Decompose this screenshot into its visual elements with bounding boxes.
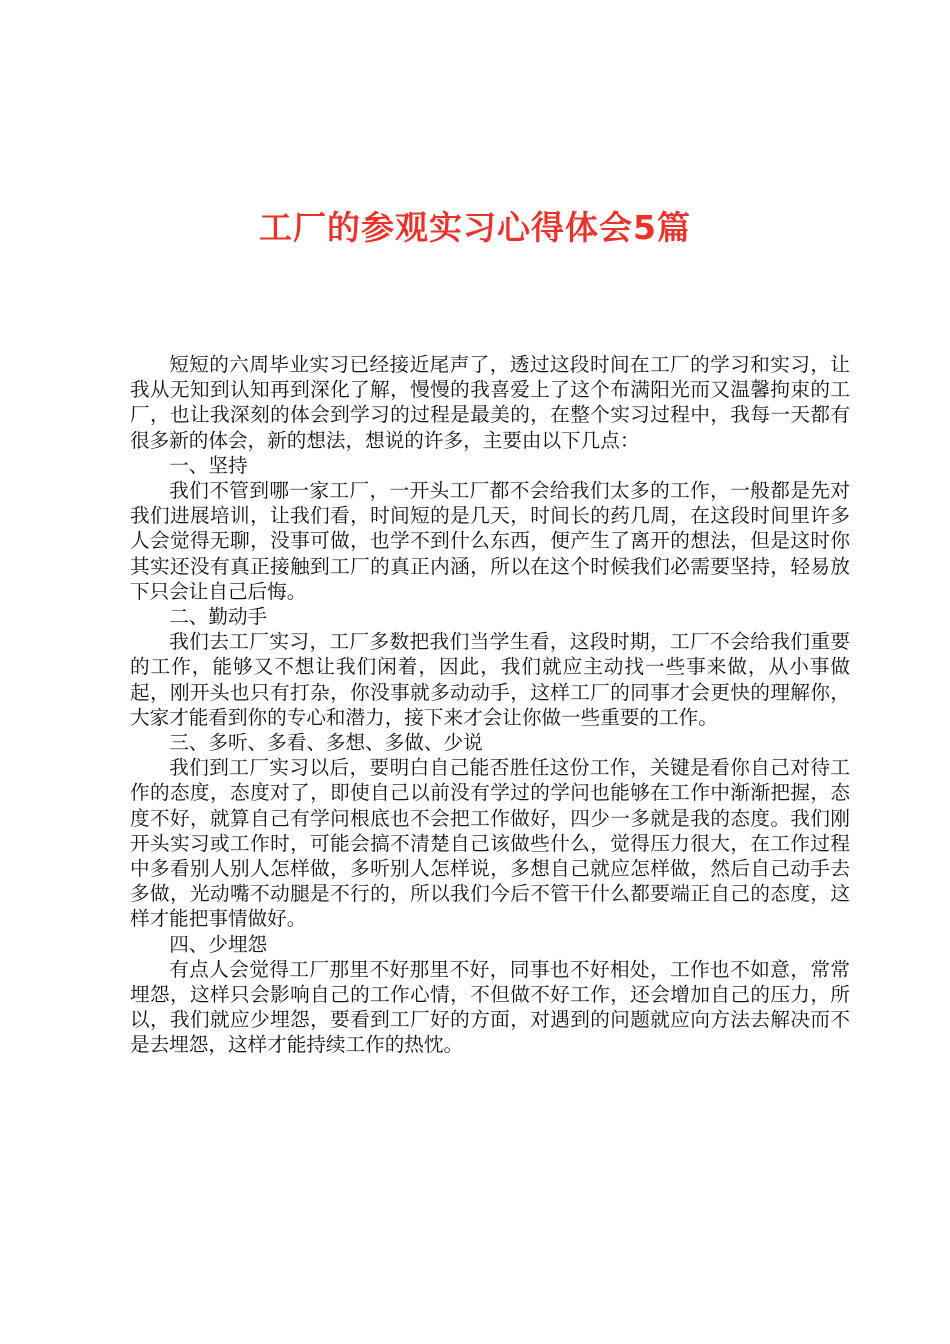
section-heading-2: 二、勤动手 <box>169 605 268 629</box>
intro-paragraph: 短短的六周毕业实习已经接近尾声了，透过这段时间在工厂的学习和实习，让我从无知到认知再到深化了解，慢慢的我喜爱上了这个布满阳光而又温馨拘束的工厂，也让我深刻的体会到学习的过程是最美的，在整个实习过程中，我每一天都有很多新的体会，新的想法，想说的许多，主要由以下几点： <box>130 353 850 452</box>
section-body-4: 有点人会觉得工厂那里不好那里不好，同事也不好相处，工作也不如意，常常埋怨，这样只会影响自己的工作心情，不但做不好工作，还会增加自己的压力，所以，我们就应少埋怨，要看到工厂好的方面，对遇到的问题就应向方法去解决而不是去埋怨，这样才能持续工作的热忱。 <box>130 957 850 1057</box>
section-heading-3: 三、多听、多看、多想、多做、少说 <box>169 731 483 755</box>
section-heading-1: 一、坚持 <box>169 453 248 477</box>
section-body-3: 我们到工厂实习以后，要明白自己能否胜任这份工作，关键是看你自己对待工作的态度，态度对了，即使自己以前没有学过的学问也能够在工作中渐渐把握，态度不好，就算自己有学问根底也不会把工作做好，四少一多就是我的态度。我们刚开头实习或工作时，可能会搞不清楚自己该做些什么，觉得压力很大，在工作过程中多看别人别人怎样做，多听别人怎样说，多想自己就应怎样做，然后自己动手去多做，光动嘴不动腿是不行的，所以我们今后不管干什么都要端正自己的态度，这样才能把事情做好。 <box>130 756 850 931</box>
document-body <box>130 352 850 1058</box>
section-body-1: 我们不管到哪一家工厂，一开头工厂都不会给我们太多的工作，一般都是先对我们进展培训，让我们看，时间短的是几天，时间长的药几周，在这段时间里许多人会觉得无聊，没事可做，也学不到什么东西，便产生了离开的想法，但是这时你其实还没有真正接触到工厂的真正内涵，所以在这个时候我们必需要坚持，轻易放下只会让自己后悔。 <box>130 479 850 603</box>
document-title: 工厂的参观实习心得体会5篇 <box>259 208 691 247</box>
section-heading-4: 四、少埋怨 <box>169 932 268 956</box>
section-body-2: 我们去工厂实习，工厂多数把我们当学生看，这段时期，工厂不会给我们重要的工作，能够又不想让我们闲着，因此，我们就应主动找一些事来做，从小事做起，刚开头也只有打杂，你没事就多动动手，这样工厂的同事才会更快的理解你，大家才能看到你的专心和潜力，接下来才会让你做一些重要的工作。 <box>130 630 850 729</box>
